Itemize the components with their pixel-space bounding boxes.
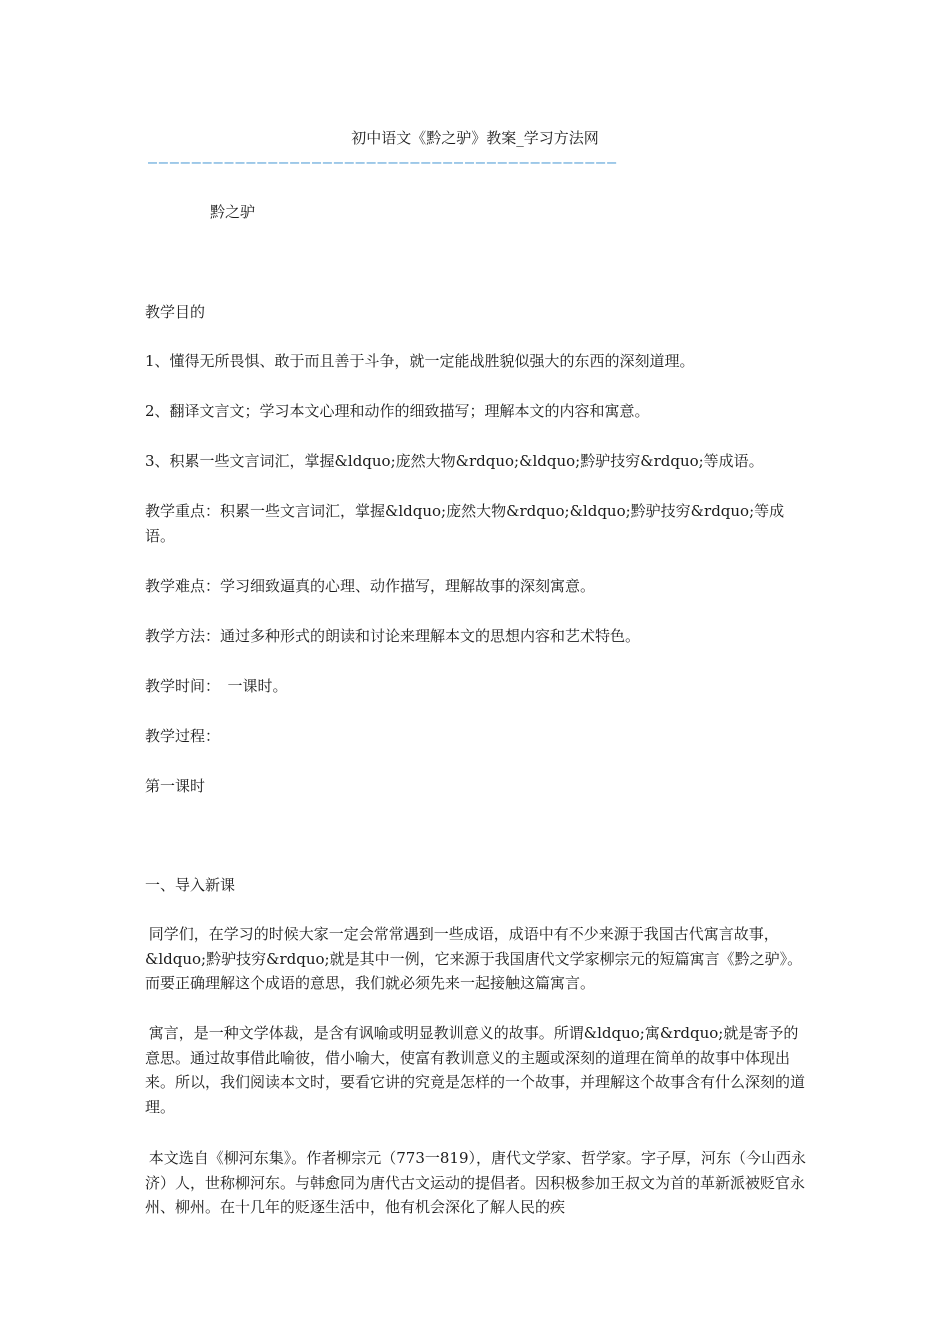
body-paragraph: 同学们，在学习的时候大家一定会常常遇到一些成语，成语中有不少来源于我国古代寓言故事，&ldquo;黔驴技穷&rdquo;就是其中一例，它来源于我国唐代文学家柳宗元的短篇寓言《黔之驴》。而要正确理解这个成语的意思，我们就必须先来一起接触这篇寓言。 xyxy=(145,925,803,992)
methods-paragraph: 教学方法：通过多种形式的朗读和讨论来理解本文的思想内容和艺术特色。 xyxy=(145,627,641,645)
time-paragraph: 教学时间： 一课时。 xyxy=(145,677,288,695)
title-divider: ——————————————————————————————————————————— xyxy=(148,153,619,171)
section-heading-objectives: 教学目的 xyxy=(145,303,206,321)
objective-item: 2、翻译文言文；学习本文心理和动作的细致描写；理解本文的内容和寓意。 xyxy=(145,402,650,420)
body-paragraph: 寓言，是一种文学体裁，是含有讽喻或明显教训意义的故事。所谓&ldquo;寓&rdquo;就是寄予的意思。通过故事借此喻彼，借小喻大，使富有教训意义的主题或深刻的道理在简单的故事中体现出来。所以，我们阅读本文时，要看它讲的究竟是怎样的一个故事，并理解这个故事含有什么深刻的道理。 xyxy=(145,1024,806,1116)
session-heading: 第一课时 xyxy=(145,777,206,795)
section-heading-intro: 一、导入新课 xyxy=(145,876,236,894)
lesson-name: 黔之驴 xyxy=(210,203,256,221)
key-points-paragraph: 教学重点：积累一些文言词汇，掌握&ldquo;庞然大物&rdquo;&ldquo;黔驴技穷&rdquo;等成语。 xyxy=(145,502,785,545)
objective-item: 3、积累一些文言词汇，掌握&ldquo;庞然大物&rdquo;&ldquo;黔驴技穷&rdquo;等成语。 xyxy=(145,452,764,470)
process-heading: 教学过程： xyxy=(145,727,221,745)
document-title: 初中语文《黔之驴》教案_学习方法网 xyxy=(351,129,599,147)
difficulties-paragraph: 教学难点：学习细致逼真的心理、动作描写，理解故事的深刻寓意。 xyxy=(145,577,596,595)
body-paragraph: 本文选自《柳河东集》。作者柳宗元（773一819），唐代文学家、哲学家。字子厚，河东（今山西永济）人，世称柳河东。与韩愈同为唐代古文运动的提倡者。因积极参加王叔文为首的革新派被贬官永州、柳州。在十几年的贬逐生活中，他有机会深化了解人民的疾 xyxy=(145,1149,807,1216)
objective-item: 1、懂得无所畏惧、敢于而且善于斗争，就一定能战胜貌似强大的东西的深刻道理。 xyxy=(145,352,695,370)
